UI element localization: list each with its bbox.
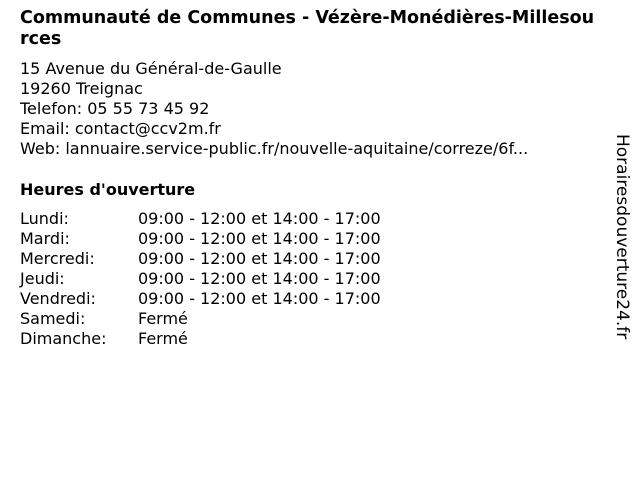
day-label: Vendredi:: [20, 289, 96, 308]
hours-heading: Heures d'ouverture: [20, 180, 196, 199]
day-label: Mardi:: [20, 229, 70, 248]
hours-row-sunday: [20, 329, 600, 349]
time-value: 09:00 - 12:00 et 14:00 - 17:00: [138, 249, 381, 268]
email-line: Email: contact@ccv2m.fr: [20, 119, 221, 138]
day-label: Mercredi:: [20, 249, 95, 268]
hours-row-friday: [20, 289, 600, 309]
day-label: Jeudi:: [20, 269, 65, 288]
street-address: 15 Avenue du Général-de-Gaulle: [20, 59, 282, 78]
phone-line: Telefon: 05 55 73 45 92: [20, 99, 210, 118]
hours-row-saturday: [20, 309, 600, 329]
hours-table: [20, 209, 600, 349]
time-value: 09:00 - 12:00 et 14:00 - 17:00: [138, 209, 381, 228]
day-label: Lundi:: [20, 209, 69, 228]
page-title: Communauté de Communes - Vézère-Monédières-Millesources: [20, 8, 595, 49]
hours-row-tuesday: [20, 229, 600, 249]
contact-block: [20, 59, 600, 159]
web-line: Web: lannuaire.service-public.fr/nouvelle-aquitaine/correze/6f...: [20, 139, 529, 158]
day-label: Dimanche:: [20, 329, 107, 348]
time-value: 09:00 - 12:00 et 14:00 - 17:00: [138, 229, 381, 248]
time-value: Fermé: [138, 309, 188, 328]
time-value: 09:00 - 12:00 et 14:00 - 17:00: [138, 289, 381, 308]
site-watermark: Horairesdouverture24.fr: [612, 134, 632, 340]
city-address: 19260 Treignac: [20, 79, 143, 98]
time-value: Fermé: [138, 329, 188, 348]
listing-card: [20, 8, 600, 349]
hours-row-wednesday: [20, 249, 600, 269]
day-label: Samedi:: [20, 309, 86, 328]
hours-row-monday: [20, 209, 600, 229]
hours-row-thursday: [20, 269, 600, 289]
time-value: 09:00 - 12:00 et 14:00 - 17:00: [138, 269, 381, 288]
